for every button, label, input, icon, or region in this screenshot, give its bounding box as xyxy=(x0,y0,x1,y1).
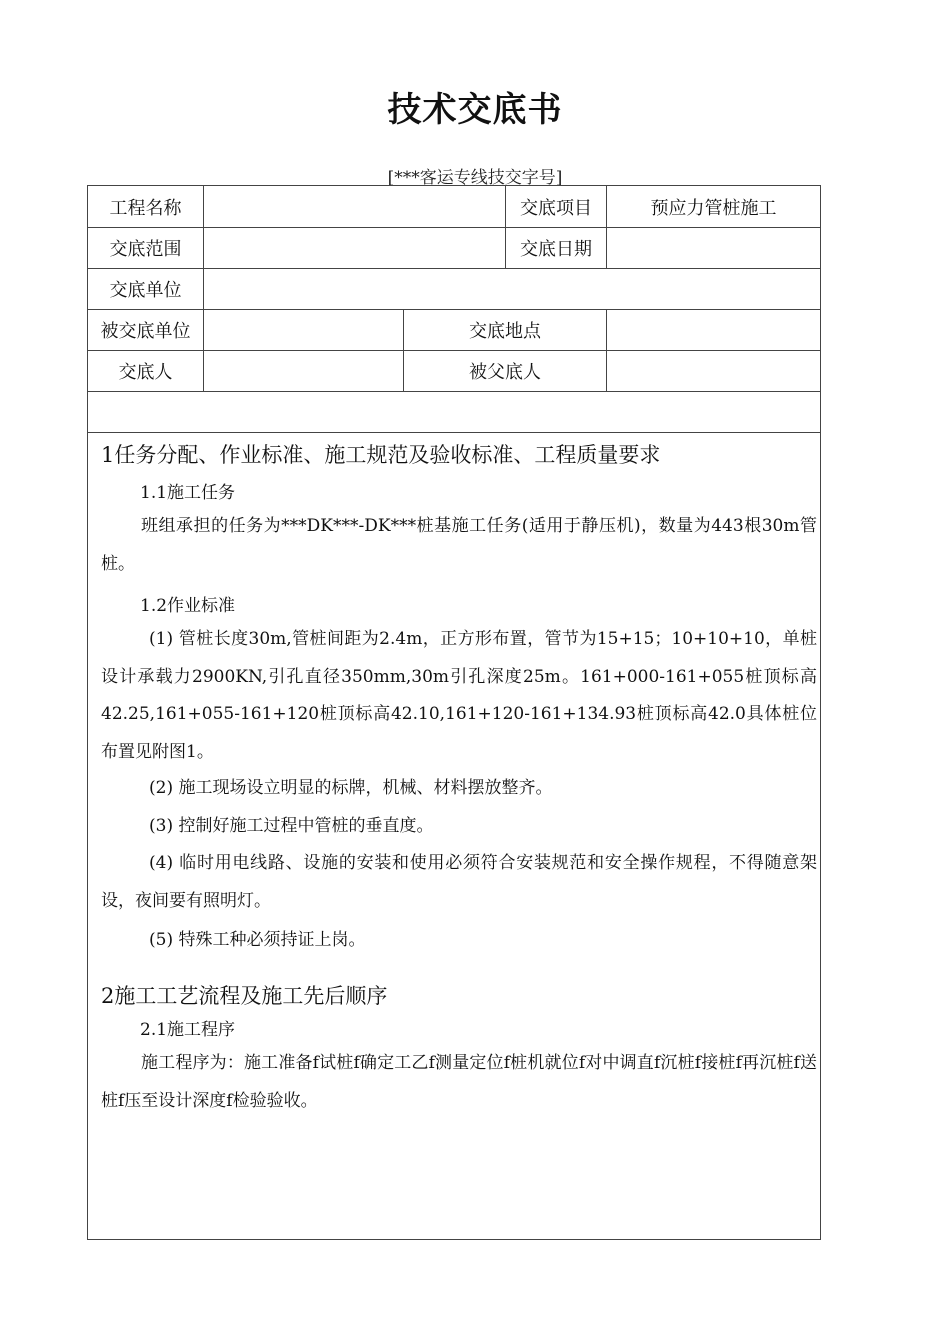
receiver-field[interactable] xyxy=(607,350,820,391)
scope-label: 交底范围 xyxy=(109,238,182,260)
receiver-unit-label: 被交底单位 xyxy=(100,320,191,342)
subsection-2-1-heading: 2.1施工程序 xyxy=(140,1020,236,1040)
disclosure-item-value[interactable]: 预应力管桩施工 xyxy=(650,197,777,219)
date-field[interactable] xyxy=(607,227,820,268)
scope-field[interactable] xyxy=(204,227,505,268)
disclosure-item-label: 交底项目 xyxy=(520,197,592,219)
standard-item-2: (2) 施工现场设立明显的标牌，机械、材料摆放整齐。 xyxy=(149,778,553,798)
standard-item-4: (4) 临时用电线路、设施的安装和使用必须符合安装规范和安全操作规程，不得随意架设，夜间要有照明灯。 xyxy=(101,853,817,911)
row-divider xyxy=(88,432,820,433)
discloser-field[interactable] xyxy=(204,350,403,391)
document-title: 技术交底书 xyxy=(387,90,563,130)
document-number: [***客运专线技交字号] xyxy=(387,168,563,188)
receiver-unit-field[interactable] xyxy=(204,309,403,350)
receiver-label: 被父底人 xyxy=(469,361,541,383)
standard-item-1: (1) 管桩长度30m,管桩间距为2.4m，正方形布置，管节为15+15；10+10+10，单桩设计承载力2900KN,引孔直径350mm,30m引孔深度25m。161+000-161+055桩顶标高42.25,161+055-161+120桩顶标高42.10,161+120-161+134.93桩顶标高42.0具体桩位布置见附图1。 xyxy=(101,629,817,762)
project-name-field[interactable] xyxy=(204,186,505,227)
subsection-1-2-heading: 1.2作业标准 xyxy=(140,596,236,616)
project-name-label: 工程名称 xyxy=(109,197,182,219)
date-label: 交底日期 xyxy=(520,238,592,260)
standard-item-5: (5) 特殊工种必须持证上岗。 xyxy=(149,930,366,950)
standard-item-3: (3) 控制好施工过程中管桩的垂直度。 xyxy=(149,816,434,836)
unit-label: 交底单位 xyxy=(109,279,182,301)
section-2-heading: 2施工工艺流程及施工先后顺序 xyxy=(101,984,388,1008)
unit-field[interactable] xyxy=(204,268,820,309)
discloser-label: 交底人 xyxy=(118,361,173,383)
location-label: 交底地点 xyxy=(469,320,541,342)
procedure-paragraph: 施工程序为：施工准备f试桩f确定工乙f测量定位f桩机就位f对中调直f沉桩f接桩f再沉桩f送桩f压至设计深度f检验验收。 xyxy=(101,1053,817,1111)
location-field[interactable] xyxy=(607,309,820,350)
row-divider xyxy=(88,391,820,392)
section-1-heading: 1任务分配、作业标准、施工规范及验收标准、工程质量要求 xyxy=(101,443,661,467)
subsection-1-1-heading: 1.1施工任务 xyxy=(140,483,236,503)
task-paragraph: 班组承担的任务为***DK***-DK***桩基施工任务(适用于静压机)，数量为443根30m管桩。 xyxy=(101,516,817,574)
